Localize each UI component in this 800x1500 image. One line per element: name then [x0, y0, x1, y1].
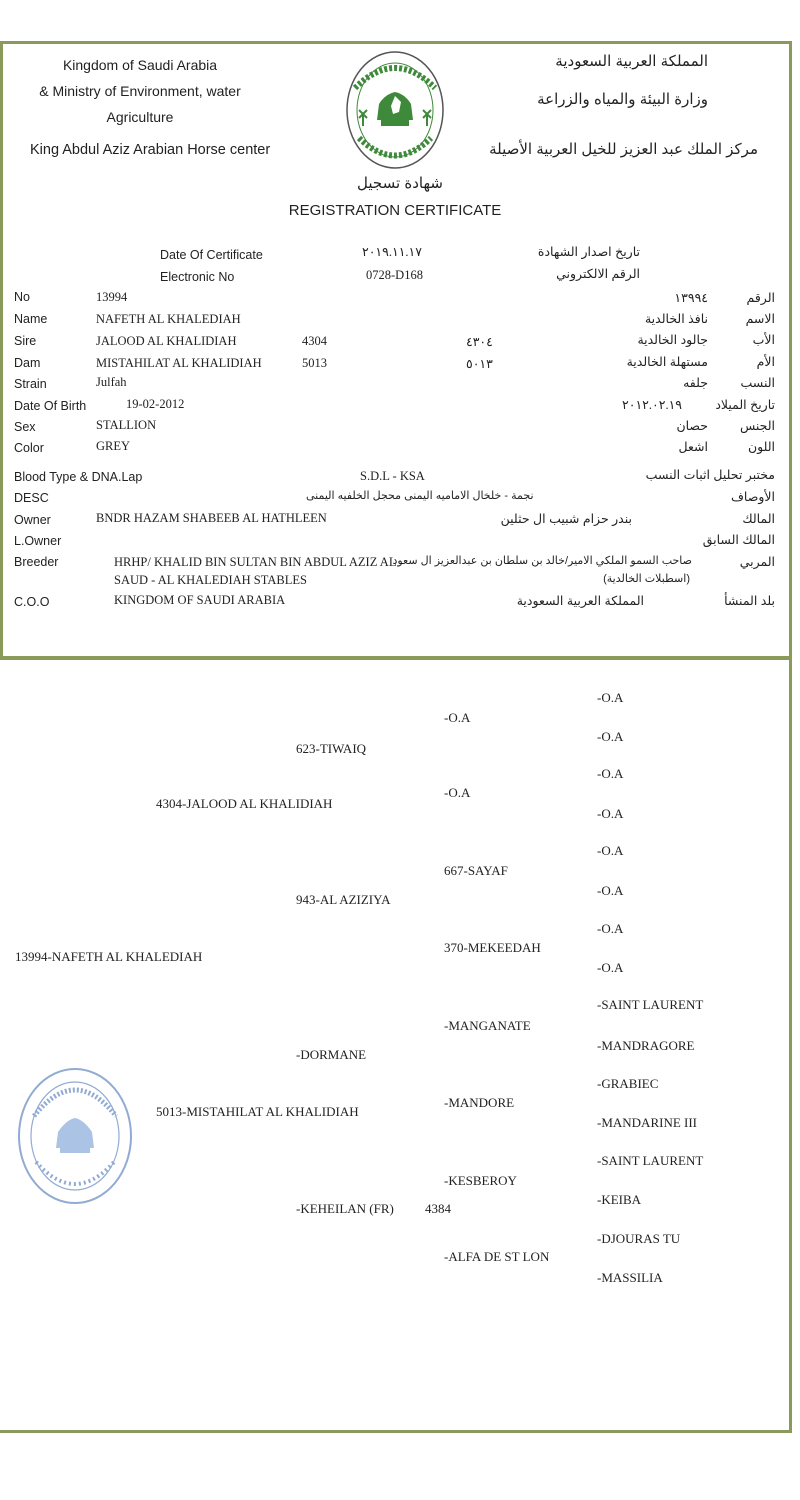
owner-label-ar: المالك [742, 512, 775, 526]
color-value: GREY [96, 439, 131, 453]
no-value-ar: ١٣٩٩٤ [674, 291, 708, 305]
lowner-label: L.Owner [14, 534, 62, 548]
breeder-label-ar: المربي [739, 555, 775, 569]
header-left [30, 52, 250, 130]
pedigree-gen4-11: -GRABIEC [597, 1076, 659, 1091]
breeder-label: Breeder [14, 555, 59, 569]
date-value: ٢٠١٩.١١.١٧ [362, 245, 422, 259]
sire-label-ar: الأب [752, 333, 775, 347]
pedigree-gen4-3: -O.A [597, 766, 624, 781]
elec-label-ar: الرقم الالكتروني [556, 267, 640, 281]
pedigree-gen4-8: -O.A [597, 960, 624, 975]
pedigree-gen4-14: -KEIBA [597, 1192, 642, 1207]
elec-label: Electronic No [160, 270, 235, 284]
desc-label: DESC [14, 491, 49, 505]
pedigree-gen4-16: -MASSILIA [597, 1270, 663, 1285]
color-value-ar: اشعل [678, 440, 708, 454]
pedigree-gen2-3: -DORMANE [296, 1047, 367, 1062]
header-left-line-1: Kingdom of Saudi Arabia [62, 57, 218, 73]
pedigree-gen3-6: -MANDORE [444, 1095, 515, 1110]
pedigree-dam: 5013-MISTAHILAT AL KHALIDIAH [156, 1104, 359, 1119]
coo-value: KINGDOM OF SAUDI ARABIA [114, 593, 286, 607]
header-right-line-3: مركز الملك عبد العزيز للخيل العربية الأصيلة [489, 141, 758, 158]
sire-value-ar: جالود الخالدية [637, 333, 708, 347]
owner-value: BNDR HAZAM SHABEEB AL HATHLEEN [96, 511, 327, 525]
pedigree-gen3-3: 667-SAYAF [444, 863, 508, 878]
sex-value-ar: حصان [676, 419, 708, 433]
emblem-icon [345, 48, 445, 170]
desc-label-ar: الأوصاف [730, 490, 775, 504]
pedigree-gen4-9: -SAINT LAURENT [597, 997, 704, 1012]
header-right-line-1: المملكة العربية السعودية [555, 53, 708, 70]
header-left-line-2: & Ministry of Environment, water [39, 83, 241, 99]
sex-label: Sex [14, 420, 36, 434]
sex-label-ar: الجنس [739, 419, 775, 433]
sire-num: 4304 [302, 334, 327, 348]
date-label-ar: تاريخ اصدار الشهادة [537, 245, 640, 259]
pedigree-gen4-6: -O.A [597, 883, 624, 898]
elec-value: 0728-D168 [366, 268, 423, 282]
pedigree-gen4-5: -O.A [597, 843, 624, 858]
strain-label: Strain [14, 377, 47, 391]
header-left-center: King Abdul Aziz Arabian Horse center [30, 142, 271, 158]
name-label-ar: الاسم [745, 312, 775, 326]
pedigree-gen2-2: 943-AL AZIZIYA [296, 892, 391, 907]
pedigree-gen4-1: -O.A [597, 690, 624, 705]
breeder-value-line-1: HRHP/ KHALID BIN SULTAN BIN ABDUL AZIZ AL [114, 555, 397, 569]
breeder-value-line-2: SAUD - AL KHALEDIAH STABLES [114, 573, 307, 587]
blood-value: S.D.L - KSA [360, 469, 425, 483]
registry-seal [16, 1066, 134, 1206]
pedigree-gen4-12: -MANDARINE III [597, 1115, 698, 1130]
name-value-ar: نافذ الخالدية [644, 312, 708, 326]
no-label: No [14, 290, 30, 304]
date-label: Date Of Certificate [160, 248, 263, 262]
pedigree-gen2-extra: 4384 [425, 1201, 451, 1216]
title-english: REGISTRATION CERTIFICATE [288, 202, 502, 219]
dam-num-ar: ٥٠١٣ [466, 357, 493, 371]
header-right-line-2: وزارة البيئة والمياه والزراعة [537, 91, 708, 108]
strain-label-ar: النسب [740, 376, 775, 390]
blood-label-ar: مختبر تحليل اثبات النسب [645, 468, 775, 482]
center-logo [345, 48, 445, 170]
pedigree-gen2-4: -KEHEILAN (FR) [296, 1201, 394, 1216]
strain-value: Julfah [96, 375, 127, 389]
dob-label-ar: تاريخ الميلاد [715, 398, 775, 412]
pedigree-gen2-1: 623-TIWAIQ [296, 741, 367, 756]
name-label: Name [14, 312, 48, 326]
dam-num: 5013 [302, 356, 327, 370]
pedigree-gen4-13: -SAINT LAURENT [597, 1153, 704, 1168]
dam-label-ar: الأم [756, 355, 775, 369]
desc-value-ar: نجمة - خلخال الاماميه اليمنى محجل الخلفيه اليمنى [306, 490, 534, 502]
color-label: Color [14, 441, 44, 455]
pedigree-sire: 4304-JALOOD AL KHALIDIAH [156, 796, 333, 811]
pedigree-gen4-4: -O.A [597, 806, 624, 821]
pedigree-gen4-7: -O.A [597, 921, 624, 936]
name-value: NAFETH AL KHALEDIAH [96, 312, 241, 326]
owner-value-ar: بندر حزام شبيب ال حثلين [500, 512, 632, 526]
breeder-value-ar-line-1: صاحب السمو الملكي الامير/خالد بن سلطان بن عبدالعزيز ال سعود [392, 555, 692, 567]
pedigree-gen4-2: -O.A [597, 729, 624, 744]
blood-label: Blood Type & DNA.Lap [14, 470, 143, 484]
dob-label: Date Of Birth [14, 399, 87, 413]
pedigree-gen3-2: -O.A [444, 785, 471, 800]
sire-num-ar: ٤٣٠٤ [466, 335, 493, 349]
color-label-ar: اللون [747, 440, 775, 454]
sire-value: JALOOD AL KHALIDIAH [96, 334, 237, 348]
pedigree-gen3-1: -O.A [444, 710, 471, 725]
title-arabic: شهادة تسجيل [357, 175, 443, 192]
dam-label: Dam [14, 356, 41, 370]
seal-stamp-icon [16, 1066, 134, 1206]
pedigree-gen3-7: -KESBEROY [444, 1173, 517, 1188]
pedigree-gen3-8: -ALFA DE ST LON [444, 1249, 550, 1264]
dam-value: MISTAHILAT AL KHALIDIAH [96, 356, 262, 370]
coo-label-ar: بلد المنشأ [724, 594, 775, 608]
sire-label: Sire [14, 334, 37, 348]
pedigree-gen3-5: -MANGANATE [444, 1018, 531, 1033]
pedigree-gen3-4: 370-MEKEEDAH [444, 940, 541, 955]
strain-value-ar: جلفه [683, 376, 708, 390]
lowner-label-ar: المالك السابق [702, 533, 775, 547]
coo-value-ar: المملكة العربية السعودية [516, 594, 644, 608]
pedigree-gen4-15: -DJOURAS TU [597, 1231, 681, 1246]
dob-value-ar: ٢٠١٢.٠٢.١٩ [622, 398, 682, 412]
dob-value: 19-02-2012 [126, 397, 185, 411]
no-value: 13994 [96, 290, 128, 304]
pedigree-horse: 13994-NAFETH AL KHALEDIAH [15, 949, 203, 964]
dam-value-ar: مستهلة الخالدية [626, 355, 708, 369]
pedigree-gen4-10: -MANDRAGORE [597, 1038, 695, 1053]
coo-label: C.O.O [14, 595, 50, 609]
owner-label: Owner [14, 513, 51, 527]
no-label-ar: الرقم [746, 291, 775, 305]
sex-value: STALLION [96, 418, 157, 432]
breeder-value-ar-line-2: (اسطبلات الخالدية) [603, 573, 690, 585]
header-left-line-3: Agriculture [106, 109, 174, 125]
